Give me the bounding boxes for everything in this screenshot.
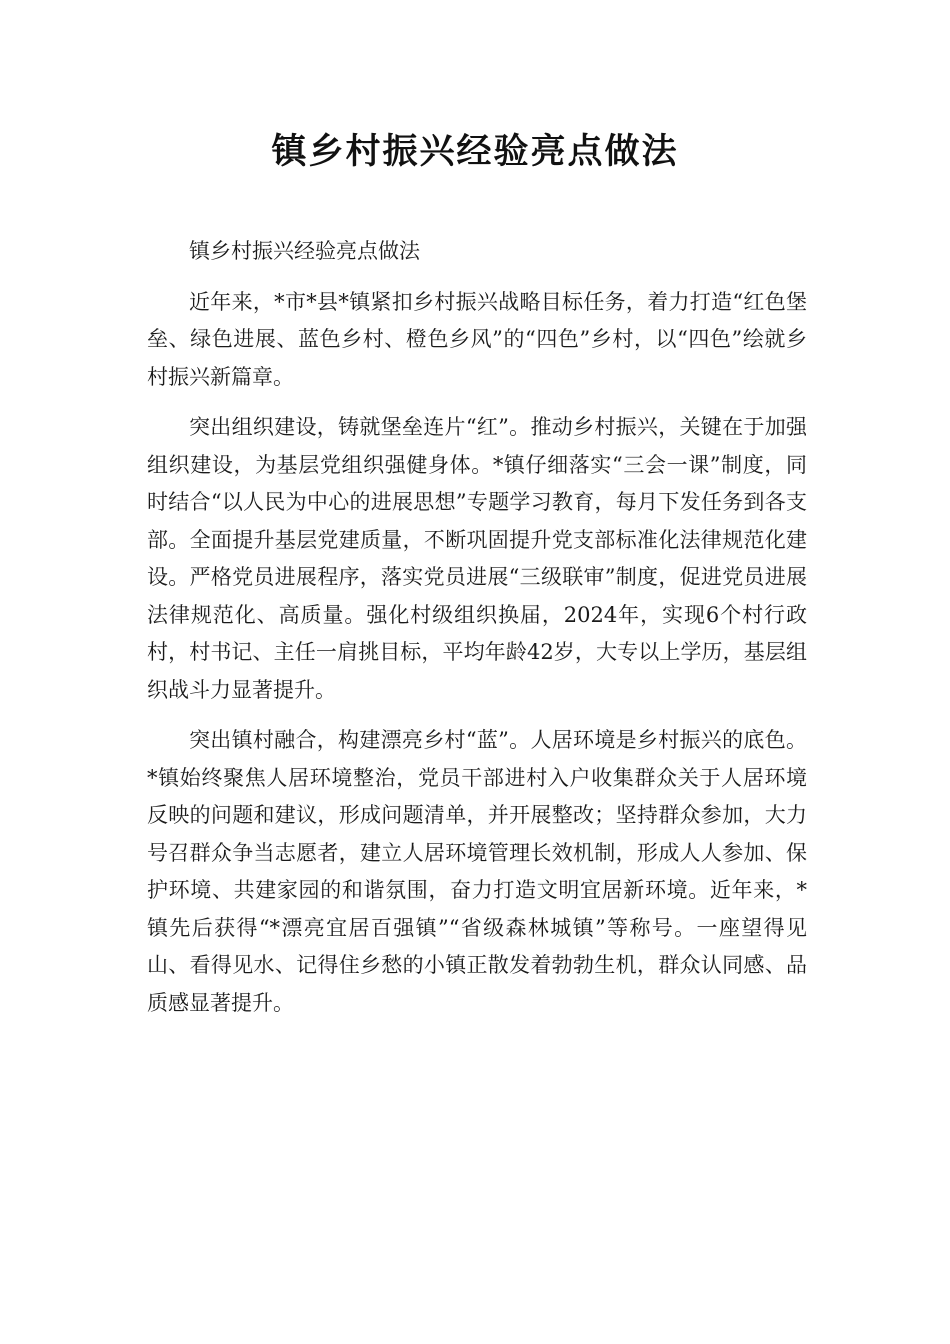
document-title: 镇乡村振兴经验亮点做法	[271, 132, 679, 172]
document-body	[147, 233, 807, 1035]
paragraph-village-blue: 突出镇村融合，构建漂亮乡村“蓝”。人居环境是乡村振兴的底色。*镇始终聚焦人居环境整治，党员干部进村入户收集群众关于人居环境反映的问题和建议，形成问题清单，并开展整改；坚持群众参加，大力号召群众争当志愿者，建立人居环境管理长效机制，形成人人参加、保护环境、共建家园的和谐氛围，奋力打造文明宜居新环境。近年来，*镇先后获得“*漂亮宜居百强镇”“省级森林城镇”等称号。一座望得见山、看得见水、记得住乡愁的小镇正散发着勃勃生机，群众认同感、品质感显著提升。	[147, 728, 807, 1015]
paragraph-organization-red: 突出组织建设，铸就堡垒连片“红”。推动乡村振兴，关键在于加强组织建设，为基层党组织强健身体。*镇仔细落实“三会一课”制度，同时结合“以人民为中心的进展思想”专题学习教育，每月下发任务到各支部。全面提升基层党建质量，不断巩固提升党支部标准化法律规范化建设。严格党员进展程序，落实党员进展“三级联审”制度，促进党员进展法律规范化、高质量。强化村级组织换届，2024年，实现6个村行政村，村书记、主任一肩挑目标，平均年龄42岁，大专以上学历，基层组织战斗力显著提升。	[147, 415, 807, 702]
document-subtitle: 镇乡村振兴经验亮点做法	[189, 239, 420, 263]
paragraph-intro: 近年来，*市*县*镇紧扣乡村振兴战略目标任务，着力打造“红色堡垒、绿色进展、蓝色乡村、橙色乡风”的“四色”乡村，以“四色”绘就乡村振兴新篇章。	[147, 289, 807, 389]
